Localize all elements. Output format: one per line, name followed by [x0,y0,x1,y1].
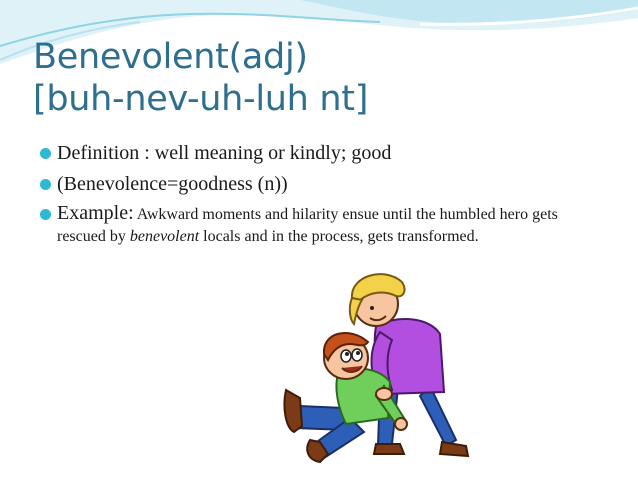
example-label: Example: [57,202,134,224]
bullet-dot-icon [40,148,51,159]
slide-title [33,36,368,120]
definition-text: Definition : well meaning or kindly; good [57,142,392,164]
bullet-dot-icon [40,179,51,190]
title-word: Benevolent(adj) [33,37,308,77]
bullet-noun-form [40,171,600,197]
example-text-part2: locals and in the process, gets transformed. [199,228,479,245]
bullet-list [40,140,600,248]
bullet-dot-icon [40,209,51,220]
helping-illustration [280,268,485,468]
example-text-part1: Awkward moments and hilarity ensue until the humbled hero gets rescued by [57,206,558,245]
title-pronunciation: [buh-nev-uh-luh nt] [33,79,369,119]
bullet-example [40,202,600,248]
noun-form-text: (Benevolence=goodness (n)) [57,173,288,195]
bullet-definition [40,140,600,166]
example-emphasis: benevolent [129,228,200,245]
